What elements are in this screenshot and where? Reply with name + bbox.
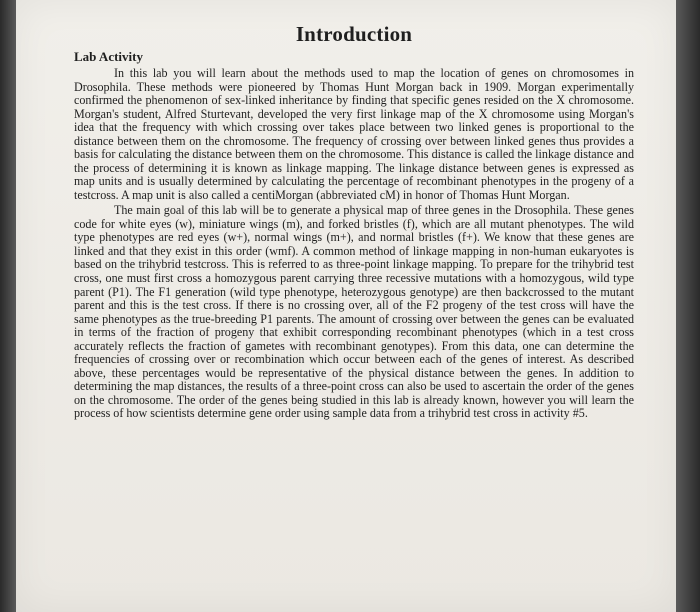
document-content <box>74 18 634 421</box>
dark-left-edge <box>0 0 16 612</box>
dark-right-edge <box>676 0 700 612</box>
intro-paragraph-1: In this lab you will learn about the methods used to map the location of genes on chromosomes in Drosophila. These methods were pioneered by Thomas Hunt Morgan back in 1909. Morgan experimentally confirmed the phenomenon of sex-linked inheritance by finding that specific genes resided on the X chromosome. Morgan's student, Alfred Sturtevant, developed the very first linkage map of the X chromosome using Morgan's idea that the frequency with which crossing over takes place between two linked genes is proportional to the distance between them on the chromosome. The frequency of crossing over between linked genes thus provides a basis for calculating the distance between them on the chromosome. This distance is called the linkage distance and the process of determining it is known as linkage mapping. The linkage distance between genes is expressed as map units and is usually determined by calculating the percentage of recombinant phenotypes in the progeny of a testcross. A map unit is also called a centiMorgan (abbreviated cM) in honor of Thomas Hunt Morgan. <box>74 66 634 202</box>
section-heading: Lab Activity <box>74 49 143 64</box>
page-title: Introduction <box>295 22 413 46</box>
intro-paragraph-2: The main goal of this lab will be to generate a physical map of three genes in the Drosophila. These genes code for white eyes (w), miniature wings (m), and forked bristles (f), which are all mutant phenotypes. The wild type phenotypes are red eyes (w+), normal wings (m+), and normal bristles (f+). We know that these genes are linked and that they exist in this order (wmf). A common method of linkage mapping in non-human eukaryotes is based on the trihybrid testcross. This is referred to as three-point linkage mapping. To prepare for the trihybrid test cross, one must first cross a homozygous parent carrying three recessive mutations with a homozygous, wild type parent (P1). The F1 generation (wild type phenotype, heterozygous genotype) are then backcrossed to the mutant parent and this is the test cross. If there is no crossing over, all of the F2 progeny of the test cross will have the same phenotypes as the true-breeding P1 parents. The amount of crossing over between the genes can be evaluated in terms of the fraction of progeny that exhibit corresponding recombinant phenotypes (which in a test cross accurately reflects the fraction of gametes with recombinant genotypes). From this data, one can determine the frequencies of crossing over or recombination which occur between each of the genes of interest. As described above, these percentages would be representative of the physical distance between the genes. In addition to determining the map distances, the results of a three-point cross can also be used to ascertain the order of the genes on the chromosome. The order of the genes being studied in this lab is already known, however you will learn the process of how scientists determine gene order using sample data from a trihybrid test cross in activity #5. <box>74 203 634 421</box>
